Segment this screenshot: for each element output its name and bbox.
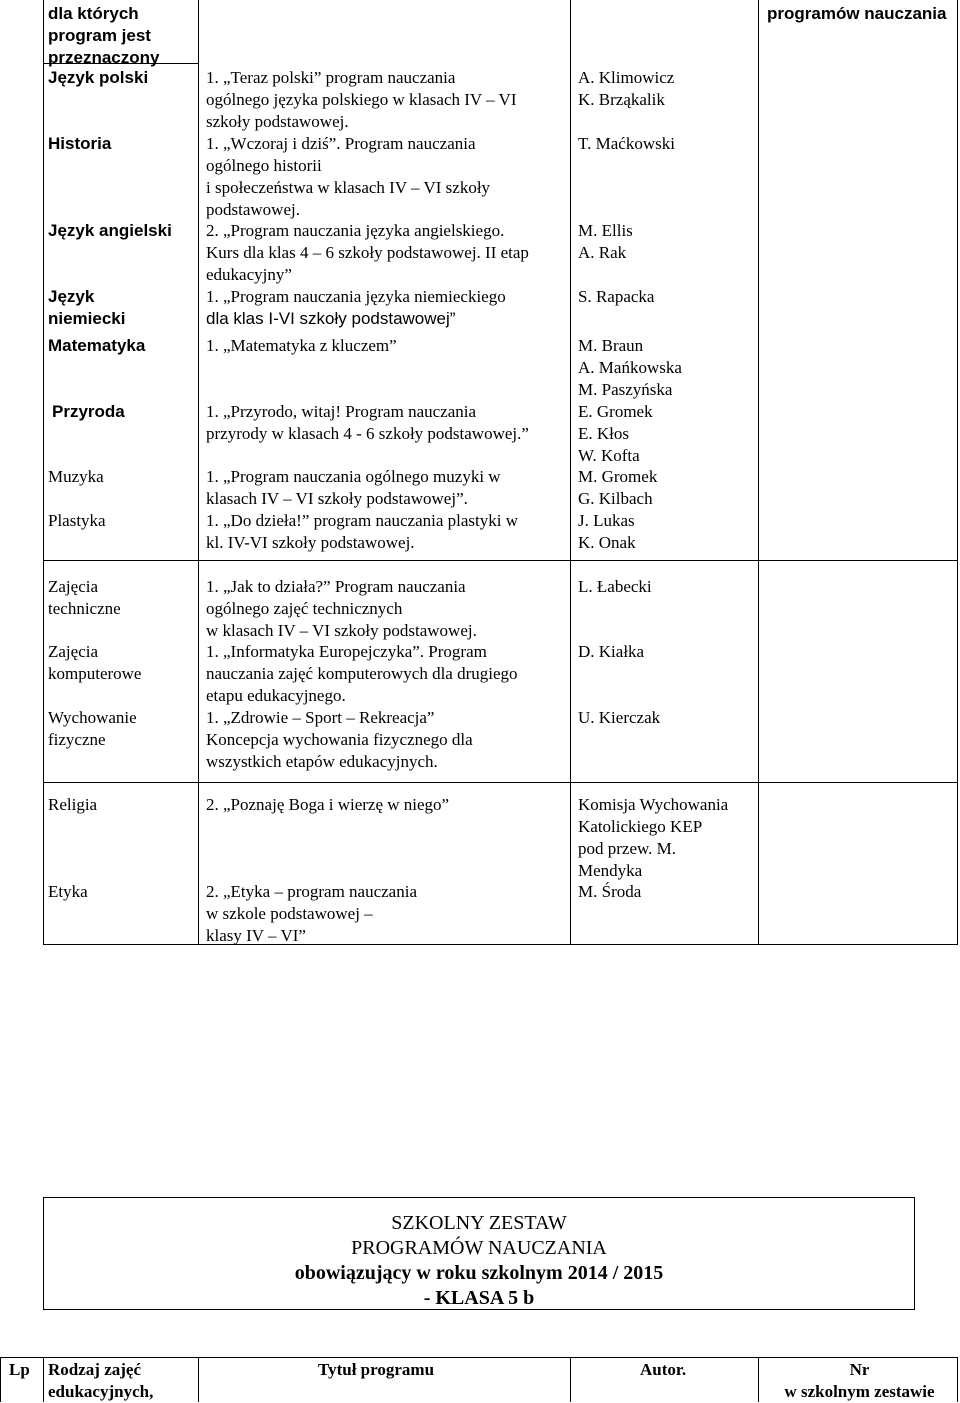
row-author: A. Klimowicz K. Brząkalik xyxy=(578,68,675,109)
row-subject: Plastyka xyxy=(48,511,106,530)
row-title: 2. „Poznaję Boga i wierzę w niego” xyxy=(206,795,450,814)
row-author: S. Rapacka xyxy=(578,287,655,306)
document-subtitle: obowiązujący w roku szkolnym 2014 / 2015 xyxy=(294,1262,664,1284)
table-row-divider xyxy=(43,560,958,561)
row-subject: Zajęcia komputerowe xyxy=(48,642,142,683)
row-author: U. Kierczak xyxy=(578,708,661,727)
row-subject: Historia xyxy=(48,134,112,153)
table-border-left xyxy=(43,0,44,945)
table-col-divider-3 xyxy=(758,0,759,945)
row-subject: Język angielski xyxy=(48,221,172,240)
row-title: 1. „Zdrowie – Sport – Rekreacja” Koncepcja wychowania fizycznego dla wszystkich etapów edukacyjnych. xyxy=(206,708,473,771)
header-nr: Nr w szkolnym zestawie xyxy=(784,1360,935,1401)
row-author: E. Gromek E. Kłos W. Kofta xyxy=(578,402,653,465)
header-right-col: programów nauczania xyxy=(767,4,947,23)
table-row-divider xyxy=(43,782,958,783)
document-title-line: PROGRAMÓW NAUCZANIA xyxy=(351,1237,607,1259)
row-author: Komisja Wychowania Katolickiego KEP pod przew. M. Mendyka xyxy=(578,795,729,880)
row-title: 1. „Matematyka z kluczem” xyxy=(206,336,397,355)
row-author: L. Łabecki xyxy=(578,577,652,596)
row-author: T. Maćkowski xyxy=(578,134,675,153)
table-col-divider-1 xyxy=(198,0,199,945)
row-title: 1. „Wczoraj i dziś”. Program nauczania ogólnego historii i społeczeństwa w klasach IV – VI szkoły podstawowej. xyxy=(206,134,491,219)
row-author: J. Lukas K. Onak xyxy=(578,511,636,552)
row-title: 1. „Teraz polski” program nauczania ogólnego języka polskiego w klasach IV – VI szkoły podstawowej. xyxy=(206,68,517,131)
row-title: 2. „Program nauczania języka angielskiego. Kurs dla klas 4 – 6 szkoły podstawowej. II etap edukacyjny” xyxy=(206,221,529,284)
row-title: 1. „Jak to działa?” Program nauczania ogólnego zajęć technicznych w klasach IV – VI szkoły podstawowej. xyxy=(206,577,477,640)
bottom-header-top xyxy=(0,1357,958,1358)
bottom-header-right xyxy=(957,1357,958,1402)
row-subject: Wychowanie fizyczne xyxy=(48,708,137,749)
row-author: M. Gromek G. Kilbach xyxy=(578,467,658,508)
row-subject: Przyroda xyxy=(52,402,125,421)
row-title: 1. „Przyrodo, witaj! Program nauczania przyrody w klasach 4 - 6 szkoły podstawowej.” xyxy=(206,402,529,443)
row-author: M. Ellis A. Rak xyxy=(578,221,633,262)
row-author: M. Środa xyxy=(578,882,642,901)
row-title: 1. „Program nauczania języka niemieckiego dla klas I-VI szkoły podstawowej” xyxy=(206,287,506,328)
header-lp: Lp xyxy=(9,1360,30,1379)
table-bottom xyxy=(43,944,958,945)
bottom-header-divider xyxy=(758,1357,759,1402)
bottom-header-divider xyxy=(570,1357,571,1402)
header-autor: Autor. xyxy=(640,1360,687,1379)
header-rodzaj: Rodzaj zajęć edukacyjnych, xyxy=(48,1360,154,1401)
bottom-header-divider xyxy=(43,1357,44,1402)
row-subject: Religia xyxy=(48,795,98,814)
row-author: D. Kiałka xyxy=(578,642,645,661)
bottom-header-divider xyxy=(198,1357,199,1402)
row-subject: Muzyka xyxy=(48,467,104,486)
row-author: M. Braun A. Mańkowska M. Paszyńska xyxy=(578,336,682,399)
row-subject: Zajęcia techniczne xyxy=(48,577,121,618)
row-subject: Matematyka xyxy=(48,336,146,355)
row-title: 2. „Etyka – program nauczania w szkole podstawowej – klasy IV – VI” xyxy=(206,882,417,945)
header-tytul: Tytuł programu xyxy=(318,1360,435,1379)
header-subject-col: dla których program jest przeznaczony xyxy=(48,4,160,67)
row-title: 1. „Do dzieła!” program nauczania plastyki w kl. IV-VI szkoły podstawowej. xyxy=(206,511,519,552)
row-title: 1. „Informatyka Europejczyka”. Program nauczania zajęć komputerowych dla drugiego etapu edukacyjnego. xyxy=(206,642,518,705)
document-title-box xyxy=(43,1197,915,1310)
document-title-line: SZKOLNY ZESTAW xyxy=(391,1212,567,1234)
table-col-divider-2 xyxy=(570,0,571,945)
bottom-header-left xyxy=(0,1357,1,1402)
row-subject: Język polski xyxy=(48,68,149,87)
row-subject: Język niemiecki xyxy=(48,287,126,328)
table-border-right xyxy=(957,0,958,945)
document-class: - KLASA 5 b xyxy=(423,1287,535,1309)
row-subject: Etyka xyxy=(48,882,88,901)
row-title: 1. „Program nauczania ogólnego muzyki w klasach IV – VI szkoły podstawowej”. xyxy=(206,467,501,508)
